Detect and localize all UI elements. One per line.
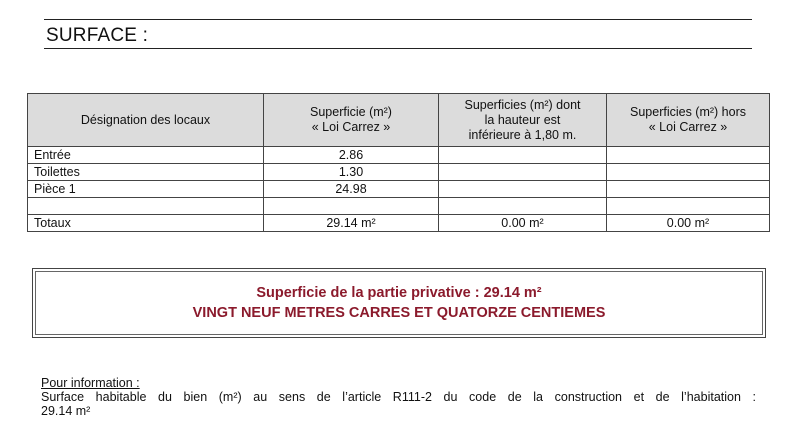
- cell-carrez: [264, 198, 439, 215]
- info-block: [41, 376, 756, 418]
- cell-hors-carrez: [607, 164, 770, 181]
- cell-designation: Pièce 1: [28, 181, 264, 198]
- table-row: [28, 181, 770, 198]
- summary-box: [32, 268, 766, 338]
- header-under-180: Superficies (m²) dont la hauteur est inférieure à 1,80 m.: [439, 94, 607, 147]
- summary-line-1: Superficie de la partie privative : 29.14 m²: [256, 285, 542, 301]
- table-row: [28, 164, 770, 181]
- cell-under-180: 0.00 m²: [439, 215, 607, 232]
- info-heading: Pour information :: [41, 376, 140, 390]
- cell-hors-carrez: [607, 198, 770, 215]
- cell-under-180: [439, 198, 607, 215]
- header-loi-carrez: Superficie (m²) « Loi Carrez »: [264, 94, 439, 147]
- surface-table: [27, 93, 770, 232]
- cell-designation: Entrée: [28, 147, 264, 164]
- cell-designation: [28, 198, 264, 215]
- cell-hors-carrez: 0.00 m²: [607, 215, 770, 232]
- cell-under-180: [439, 164, 607, 181]
- info-value: 29.14 m²: [41, 404, 91, 418]
- cell-carrez: 2.86: [264, 147, 439, 164]
- cell-designation: Toilettes: [28, 164, 264, 181]
- cell-under-180: [439, 181, 607, 198]
- table-row-empty: [28, 198, 770, 215]
- summary-line-2: VINGT NEUF METRES CARRES ET QUATORZE CENTIEMES: [192, 305, 606, 321]
- cell-carrez: 1.30: [264, 164, 439, 181]
- header-hors-carrez: Superficies (m²) hors « Loi Carrez »: [607, 94, 770, 147]
- table-row: [28, 147, 770, 164]
- cell-hors-carrez: [607, 147, 770, 164]
- cell-designation: Totaux: [28, 215, 264, 232]
- top-rule: [44, 19, 752, 20]
- cell-carrez: 29.14 m²: [264, 215, 439, 232]
- header-designation: Désignation des locaux: [28, 94, 264, 147]
- cell-carrez: 24.98: [264, 181, 439, 198]
- cell-under-180: [439, 147, 607, 164]
- table-row-totals: [28, 215, 770, 232]
- title-underline: [44, 48, 752, 49]
- table-header-row: [28, 94, 770, 147]
- info-text: Surface habitable du bien (m²) au sens de l’article R111-2 du code de la construction et de l’habitation :: [41, 390, 756, 404]
- section-title: SURFACE :: [46, 25, 149, 46]
- cell-hors-carrez: [607, 181, 770, 198]
